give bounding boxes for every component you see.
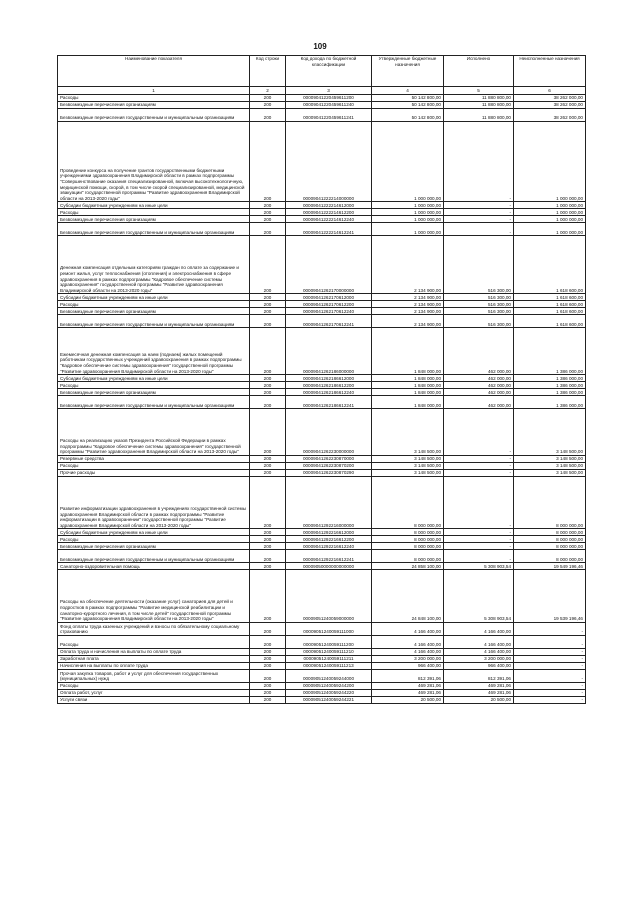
indicator-name: Безвозмездные перечисления государственным и муниципальным организациям: [58, 315, 250, 328]
unexecuted-amount: -: [514, 635, 586, 648]
indicator-name: Расходы: [58, 95, 250, 102]
approved-amount: 4 166 400,00: [372, 648, 444, 655]
executed-amount: 516 300,00: [444, 315, 514, 328]
table-row: [58, 209, 586, 216]
approved-amount: 24 848 100,00: [372, 570, 444, 622]
index-cell: 1: [58, 87, 250, 95]
budget-classification-code: 00009051240059244221: [286, 696, 372, 703]
approved-amount: 50 142 800,00: [372, 95, 444, 102]
line-code: 200: [250, 109, 286, 122]
indicator-name: Безвозмездные перечисления организациям: [58, 216, 250, 223]
budget-classification-code: 00009041262170612200: [286, 301, 372, 308]
line-code: 200: [250, 662, 286, 669]
table-row: [58, 396, 586, 409]
line-code: 200: [250, 529, 286, 536]
approved-amount: 1 848 000,00: [372, 396, 444, 409]
line-code: 200: [250, 95, 286, 102]
executed-amount: -: [444, 455, 514, 462]
indicator-name: Безвозмездные перечисления государственным и муниципальным организациям: [58, 223, 250, 236]
unexecuted-amount: -: [514, 682, 586, 689]
budget-classification-code: 00009041220459611200: [286, 95, 372, 102]
table-row: [58, 635, 586, 648]
line-code: 200: [250, 655, 286, 662]
budget-classification-code: 00009051240059244220: [286, 689, 372, 696]
budget-classification-code: 00009041262230870200: [286, 462, 372, 469]
approved-amount: 1 000 000,00: [372, 216, 444, 223]
executed-amount: 3 200 000,00: [444, 655, 514, 662]
table-row: [58, 662, 586, 669]
executed-amount: 4 166 400,00: [444, 635, 514, 648]
executed-amount: 5 308 903,54: [444, 563, 514, 570]
budget-classification-code: 00009041222214000000: [286, 122, 372, 202]
unexecuted-amount: 1 000 000,00: [514, 122, 586, 202]
line-code: 200: [250, 223, 286, 236]
line-code: 200: [250, 696, 286, 703]
budget-classification-code: 00009041222214612000: [286, 202, 372, 209]
column-index-row: [58, 87, 586, 95]
executed-amount: -: [444, 202, 514, 209]
indicator-name: Безвозмездные перечисления организациям: [58, 389, 250, 396]
line-code: 200: [250, 315, 286, 328]
executed-amount: -: [444, 536, 514, 543]
budget-classification-code: 00009051240059244000: [286, 669, 372, 682]
unexecuted-amount: 3 148 500,00: [514, 462, 586, 469]
unexecuted-amount: 1 386 000,00: [514, 375, 586, 382]
indicator-name: Услуги связи: [58, 696, 250, 703]
unexecuted-amount: 8 000 000,00: [514, 536, 586, 543]
line-code: 200: [250, 301, 286, 308]
line-code: 200: [250, 236, 286, 294]
table-row: [58, 529, 586, 536]
header-executed: Исполнено: [444, 56, 514, 87]
unexecuted-amount: 19 549 196,46: [514, 563, 586, 570]
table-row: [58, 550, 586, 563]
table-row: [58, 122, 586, 202]
executed-amount: 462 000,00: [444, 328, 514, 375]
executed-amount: 5 308 903,54: [444, 570, 514, 622]
unexecuted-amount: -: [514, 696, 586, 703]
unexecuted-amount: 1 000 000,00: [514, 223, 586, 236]
executed-amount: 469 281,06: [444, 682, 514, 689]
table-body: [58, 95, 586, 704]
executed-amount: 462 000,00: [444, 382, 514, 389]
approved-amount: 1 000 000,00: [372, 202, 444, 209]
indicator-name: Субсидии бюджетным учреждениям на иные цели: [58, 375, 250, 382]
indicator-name: Начисления на выплаты по оплате труда: [58, 662, 250, 669]
line-code: 200: [250, 202, 286, 209]
index-cell: 2: [250, 87, 286, 95]
table-row: [58, 102, 586, 109]
line-code: 200: [250, 669, 286, 682]
approved-amount: 3 148 500,00: [372, 409, 444, 456]
approved-amount: 3 148 500,00: [372, 469, 444, 476]
executed-amount: -: [444, 216, 514, 223]
unexecuted-amount: -: [514, 648, 586, 655]
budget-classification-code: 00009041292216000000: [286, 476, 372, 528]
line-code: 200: [250, 294, 286, 301]
approved-amount: 4 166 400,00: [372, 622, 444, 635]
line-code: 200: [250, 550, 286, 563]
approved-amount: 469 281,06: [372, 689, 444, 696]
unexecuted-amount: -: [514, 622, 586, 635]
approved-amount: 2 134 900,00: [372, 301, 444, 308]
approved-amount: 1 848 000,00: [372, 328, 444, 375]
executed-amount: 469 281,06: [444, 689, 514, 696]
line-code: 200: [250, 102, 286, 109]
unexecuted-amount: -: [514, 655, 586, 662]
unexecuted-amount: 1 000 000,00: [514, 216, 586, 223]
unexecuted-amount: 8 000 000,00: [514, 529, 586, 536]
unexecuted-amount: 38 262 000,00: [514, 102, 586, 109]
unexecuted-amount: 38 262 000,00: [514, 109, 586, 122]
executed-amount: 20 500,00: [444, 696, 514, 703]
table-row: [58, 236, 586, 294]
table-row: [58, 563, 586, 570]
indicator-name: Расходы: [58, 635, 250, 648]
budget-classification-code: 00009041220459611241: [286, 109, 372, 122]
line-code: 200: [250, 536, 286, 543]
table-row: [58, 389, 586, 396]
line-code: 200: [250, 462, 286, 469]
line-code: 200: [250, 622, 286, 635]
line-code: 200: [250, 382, 286, 389]
executed-amount: -: [444, 550, 514, 563]
executed-amount: -: [444, 122, 514, 202]
table-row: [58, 536, 586, 543]
indicator-name: Расходы: [58, 462, 250, 469]
budget-classification-code: 00009041222214612240: [286, 216, 372, 223]
line-code: 200: [250, 648, 286, 655]
approved-amount: 2 134 900,00: [372, 308, 444, 315]
budget-execution-table: [57, 55, 586, 704]
budget-classification-code: 00009051240059111211: [286, 655, 372, 662]
approved-amount: 1 848 000,00: [372, 389, 444, 396]
indicator-name: Ежемесячная денежная компенсация за наем (поднаем) жилых помещений работникам государственных учреждений здравоохранения в рамках подпрограммы "Кадровое обеспечение системы здравоохранения" государственной программы "Развитие здравоохранения Владимирской области на 2013-2020 годы": [58, 328, 250, 375]
executed-amount: 516 300,00: [444, 308, 514, 315]
index-cell: 4: [372, 87, 444, 95]
indicator-name: Оплата труда и начисления на выплаты по оплате труда: [58, 648, 250, 655]
approved-amount: 8 000 000,00: [372, 529, 444, 536]
unexecuted-amount: 1 386 000,00: [514, 328, 586, 375]
indicator-name: Заработная плата: [58, 655, 250, 662]
executed-amount: 462 000,00: [444, 389, 514, 396]
indicator-name: Резервные средства: [58, 455, 250, 462]
executed-amount: 11 880 800,00: [444, 109, 514, 122]
unexecuted-amount: 1 000 000,00: [514, 202, 586, 209]
budget-classification-code: 00009051240059111213: [286, 662, 372, 669]
unexecuted-amount: 1 000 000,00: [514, 209, 586, 216]
indicator-name: Субсидии бюджетным учреждениям на иные цели: [58, 294, 250, 301]
index-cell: 6: [514, 87, 586, 95]
budget-classification-code: 00009041222214612241: [286, 223, 372, 236]
budget-classification-code: 00009041222214612200: [286, 209, 372, 216]
executed-amount: 812 391,06: [444, 669, 514, 682]
approved-amount: 50 142 800,00: [372, 109, 444, 122]
unexecuted-amount: 1 618 600,00: [514, 236, 586, 294]
table-row: [58, 648, 586, 655]
header-name: Наименование показателя: [58, 56, 250, 87]
indicator-name: Безвозмездные перечисления государственным и муниципальным организациям: [58, 550, 250, 563]
unexecuted-amount: 3 148 500,00: [514, 469, 586, 476]
indicator-name: Прочая закупка товаров, работ и услуг для обеспечения государственных (муниципальных) нужд: [58, 669, 250, 682]
indicator-name: Безвозмездные перечисления государственным и муниципальным организациям: [58, 396, 250, 409]
budget-classification-code: 00009041262170612241: [286, 315, 372, 328]
budget-classification-code: 00009041292216612200: [286, 536, 372, 543]
approved-amount: 8 000 000,00: [372, 476, 444, 528]
approved-amount: 8 000 000,00: [372, 550, 444, 563]
line-code: 200: [250, 635, 286, 648]
indicator-name: Безвозмездные перечисления организациям: [58, 308, 250, 315]
table-row: [58, 294, 586, 301]
table-row: [58, 216, 586, 223]
indicator-name: Денежная компенсация отдельным категориям граждан по оплате за содержание и ремонт жилья, услуг теплоснабжения (отопления) и электроснабжения в сфере здравоохранения в рамках подпрограммы "Кадровое обеспечение системы здравоохранения" государственной программы "Развитие здравоохранения Владимирской области на 2013-2020 годы": [58, 236, 250, 294]
executed-amount: -: [444, 409, 514, 456]
executed-amount: 516 300,00: [444, 294, 514, 301]
indicator-name: Расходы: [58, 301, 250, 308]
unexecuted-amount: 1 618 600,00: [514, 294, 586, 301]
budget-classification-code: 00009041262230870000: [286, 455, 372, 462]
table-row: [58, 328, 586, 375]
header-row: [58, 56, 586, 87]
budget-classification-code: 00009041262170000000: [286, 236, 372, 294]
indicator-name: Субсидии бюджетным учреждениям на иные цели: [58, 202, 250, 209]
approved-amount: 966 400,00: [372, 662, 444, 669]
header-budget-code: Код дохода по бюджетной классификации: [286, 56, 372, 87]
table-row: [58, 455, 586, 462]
budget-classification-code: 00009041292216612240: [286, 543, 372, 550]
budget-classification-code: 00009041262170612240: [286, 308, 372, 315]
budget-classification-code: 00009051240059000000: [286, 570, 372, 622]
indicator-name: Развитие информатизации здравоохранения в учреждениях государственной системы здравоохранения Владимирской области в рамках подпрограммы "Развитие информатизации в здравоохранении" государственной программы "Развитие здравоохранения Владимирской области на 2013-2020 годы": [58, 476, 250, 528]
executed-amount: -: [444, 469, 514, 476]
line-code: 200: [250, 122, 286, 202]
approved-amount: 1 000 000,00: [372, 223, 444, 236]
approved-amount: 2 134 900,00: [372, 236, 444, 294]
budget-classification-code: 00009041262186612000: [286, 375, 372, 382]
index-cell: 3: [286, 87, 372, 95]
executed-amount: 516 300,00: [444, 301, 514, 308]
indicator-name: Расходы: [58, 209, 250, 216]
approved-amount: 1 848 000,00: [372, 375, 444, 382]
table-row: [58, 689, 586, 696]
unexecuted-amount: 8 000 000,00: [514, 550, 586, 563]
approved-amount: 1 848 000,00: [372, 382, 444, 389]
approved-amount: 1 000 000,00: [372, 209, 444, 216]
table-row: [58, 202, 586, 209]
table-row: [58, 308, 586, 315]
table-row: [58, 315, 586, 328]
unexecuted-amount: -: [514, 689, 586, 696]
line-code: 200: [250, 216, 286, 223]
line-code: 200: [250, 409, 286, 456]
line-code: 200: [250, 308, 286, 315]
budget-classification-code: 00009041262186612241: [286, 396, 372, 409]
table-row: [58, 223, 586, 236]
table-row: [58, 476, 586, 528]
executed-amount: -: [444, 209, 514, 216]
unexecuted-amount: 19 539 196,46: [514, 570, 586, 622]
executed-amount: 11 880 800,00: [444, 102, 514, 109]
line-code: 200: [250, 455, 286, 462]
indicator-name: Безвозмездные перечисления государственным и муниципальным организациям: [58, 109, 250, 122]
page-number: 109: [313, 42, 327, 51]
line-code: 200: [250, 689, 286, 696]
approved-amount: 24 858 100,00: [372, 563, 444, 570]
table-row: [58, 696, 586, 703]
approved-amount: 812 391,06: [372, 669, 444, 682]
budget-classification-code: 00009041262186612240: [286, 389, 372, 396]
table-row: [58, 375, 586, 382]
indicator-name: Прочие расходы: [58, 469, 250, 476]
indicator-name: Проведение конкурса на получение грантов государственными бюджетными учреждениями здравоохранения Владимирской области в рамках подпрограммы "Совершенствование оказания специализированной, включая высокотехнологичную, медицинской помощи, скорой, в том числе скорой специализированной, медицинской эвакуации" государственной программы "Развитие здравоохранения Владимирской области на 2013-2020 годы": [58, 122, 250, 202]
approved-amount: 2 134 900,00: [372, 315, 444, 328]
approved-amount: 1 000 000,00: [372, 122, 444, 202]
unexecuted-amount: 3 148 500,00: [514, 455, 586, 462]
unexecuted-amount: -: [514, 662, 586, 669]
indicator-name: Безвозмездные перечисления организациям: [58, 102, 250, 109]
table-row: [58, 382, 586, 389]
unexecuted-amount: 8 000 000,00: [514, 476, 586, 528]
executed-amount: 462 000,00: [444, 396, 514, 409]
approved-amount: 2 134 900,00: [372, 294, 444, 301]
table-row: [58, 543, 586, 550]
indicator-name: Оплата работ, услуг: [58, 689, 250, 696]
approved-amount: 50 142 800,00: [372, 102, 444, 109]
table-row: [58, 301, 586, 308]
indicator-name: Безвозмездные перечисления организациям: [58, 543, 250, 550]
indicator-name: Расходы: [58, 536, 250, 543]
executed-amount: 11 880 800,00: [444, 95, 514, 102]
approved-amount: 3 200 000,00: [372, 655, 444, 662]
budget-classification-code: 00009041262170612000: [286, 294, 372, 301]
line-code: 200: [250, 570, 286, 622]
line-code: 200: [250, 543, 286, 550]
budget-classification-code: 00009041262186000000: [286, 328, 372, 375]
table-row: [58, 462, 586, 469]
budget-classification-code: 00009041262186612200: [286, 382, 372, 389]
header-unexecuted: Неисполненные назначения: [514, 56, 586, 87]
approved-amount: 3 148 500,00: [372, 462, 444, 469]
table-row: [58, 95, 586, 102]
budget-classification-code: 00009041262230870290: [286, 469, 372, 476]
indicator-name: Расходы на обеспечение деятельности (оказание услуг) санаториев для детей и подростков в рамках подпрограммы "Развитие медицинской реабилитации и санаторно-курортного лечения, в том числе детей" государственной программы "Развитие здравоохранения Владимирской области на 2013-2020 годы": [58, 570, 250, 622]
unexecuted-amount: 1 386 000,00: [514, 382, 586, 389]
line-code: 200: [250, 682, 286, 689]
line-code: 200: [250, 396, 286, 409]
budget-classification-code: 00009051240059111200: [286, 635, 372, 648]
executed-amount: -: [444, 223, 514, 236]
line-code: 200: [250, 469, 286, 476]
indicator-name: Расходы на реализацию указов Президента Российской Федерации в рамках подпрограммы "Кадровое обеспечение системы здравоохранения" государственной программы "Развитие здравоохранения Владимирской области на 2013-2020 годы": [58, 409, 250, 456]
header-line-code: Код строки: [250, 56, 286, 87]
table-row: [58, 409, 586, 456]
executed-amount: -: [444, 543, 514, 550]
indicator-name: Расходы: [58, 382, 250, 389]
unexecuted-amount: 1 386 000,00: [514, 396, 586, 409]
table-row: [58, 622, 586, 635]
indicator-name: Санаторно-оздоровительная помощь: [58, 563, 250, 570]
header-approved: Утвержденные бюджетные назначения: [372, 56, 444, 87]
approved-amount: 8 000 000,00: [372, 543, 444, 550]
budget-classification-code: 00009050000000000000: [286, 563, 372, 570]
unexecuted-amount: 1 618 600,00: [514, 301, 586, 308]
table-row: [58, 570, 586, 622]
index-cell: 5: [444, 87, 514, 95]
unexecuted-amount: 1 618 600,00: [514, 315, 586, 328]
budget-classification-code: 00009041292216612000: [286, 529, 372, 536]
indicator-name: Расходы: [58, 682, 250, 689]
unexecuted-amount: 1 618 600,00: [514, 308, 586, 315]
executed-amount: 4 166 400,00: [444, 622, 514, 635]
approved-amount: 469 281,06: [372, 682, 444, 689]
executed-amount: 966 400,00: [444, 662, 514, 669]
line-code: 200: [250, 375, 286, 382]
unexecuted-amount: 38 262 000,00: [514, 95, 586, 102]
table-row: [58, 469, 586, 476]
executed-amount: 462 000,00: [444, 375, 514, 382]
approved-amount: 20 500,00: [372, 696, 444, 703]
executed-amount: -: [444, 462, 514, 469]
indicator-name: Фонд оплаты труда казенных учреждений и взносы по обязательному социальному страхованию: [58, 622, 250, 635]
executed-amount: -: [444, 529, 514, 536]
line-code: 200: [250, 209, 286, 216]
table-row: [58, 655, 586, 662]
line-code: 200: [250, 476, 286, 528]
line-code: 200: [250, 328, 286, 375]
approved-amount: 4 166 400,00: [372, 635, 444, 648]
executed-amount: 516 300,00: [444, 236, 514, 294]
approved-amount: 3 148 500,00: [372, 455, 444, 462]
indicator-name: Субсидии бюджетным учреждениям на иные цели: [58, 529, 250, 536]
unexecuted-amount: -: [514, 669, 586, 682]
approved-amount: 8 000 000,00: [372, 536, 444, 543]
budget-classification-code: 00009041292216612241: [286, 550, 372, 563]
unexecuted-amount: 8 000 000,00: [514, 543, 586, 550]
budget-classification-code: 00009051240059111000: [286, 622, 372, 635]
budget-classification-code: 00009051240059244200: [286, 682, 372, 689]
unexecuted-amount: 3 148 500,00: [514, 409, 586, 456]
line-code: 200: [250, 389, 286, 396]
unexecuted-amount: 1 386 000,00: [514, 389, 586, 396]
executed-amount: 4 166 400,00: [444, 648, 514, 655]
budget-classification-code: 00009041262230000000: [286, 409, 372, 456]
line-code: 200: [250, 563, 286, 570]
table-row: [58, 682, 586, 689]
table-row: [58, 109, 586, 122]
budget-classification-code: 00009041220459611240: [286, 102, 372, 109]
executed-amount: -: [444, 476, 514, 528]
table-row: [58, 669, 586, 682]
budget-classification-code: 00009051240059111210: [286, 648, 372, 655]
